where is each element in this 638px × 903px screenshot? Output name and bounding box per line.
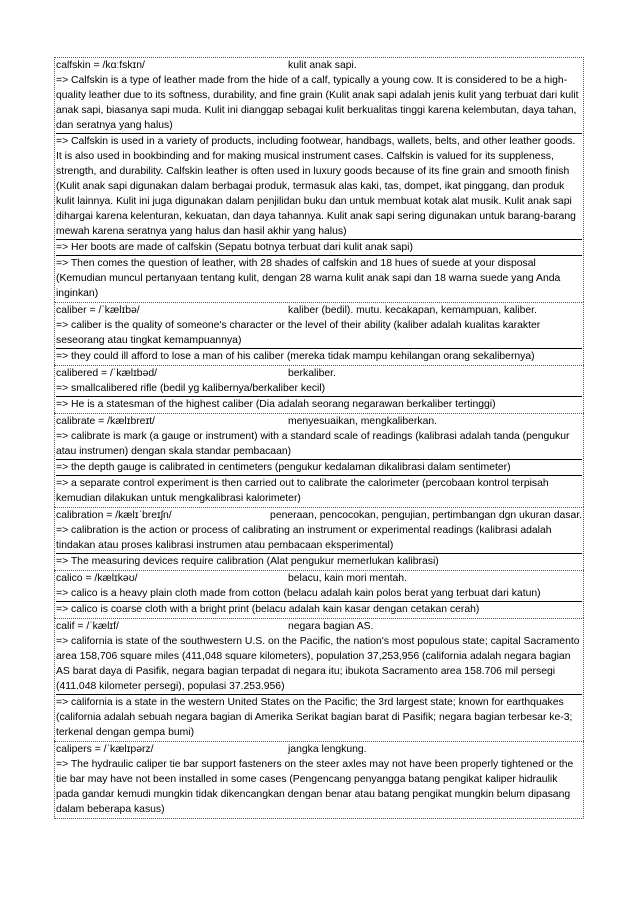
- entry-term: caliber = /ˈkælɪbə/: [56, 305, 140, 316]
- example-sentence: => Her boots are made of calfskin (Sepatu botnya terbuat dari kulit anak sapi): [56, 240, 582, 256]
- entry-meaning: menyesuaikan, mengkaliberkan.: [288, 416, 438, 427]
- entry-meaning: belacu, kain mori mentah.: [288, 573, 407, 584]
- entry-header: [56, 414, 582, 429]
- dictionary-document: [54, 57, 584, 819]
- example-sentence: => california is a state in the western United States on the Pacific; the 3rd largest state; known for earthquakes (california adalah sebuah negara bagian di Amerika Serikat bagian barat di Pasifik; negara bagian terbesar ke-3; terkenal dengan gempa bumi): [56, 697, 573, 738]
- entry-term: calibered = /ˈkælɪbəd/: [56, 368, 158, 379]
- example-sentence: => calico is a heavy plain cloth made from cotton (belacu adalah kain polos berat yang terbuat dari katun): [56, 586, 582, 602]
- dictionary-entry: [54, 302, 584, 365]
- entry-meaning: jangka lengkung.: [288, 744, 367, 755]
- entry-meaning: negara bagian AS.: [288, 621, 374, 632]
- entry-meaning: berkaliber.: [288, 368, 336, 379]
- dictionary-entry: [54, 57, 584, 302]
- entry-meaning: kulit anak sapi.: [288, 60, 357, 71]
- dictionary-entry: [54, 413, 584, 507]
- example-sentence: => The hydraulic caliper tie bar support fasteners on the steer axles may not have been properly tightened or the tie bar may have not been installed in some cases (Pengencang penyangga batang pengikat kaliper hidraulik pada gandar kemudi mungkin tidak dikencangkan dengan benar atau batang pengikat mungkin belum dipasang dalam beberapa kasus): [56, 759, 574, 815]
- entry-header: [56, 742, 582, 757]
- entry-header: [56, 619, 582, 634]
- dictionary-entry: [54, 507, 584, 570]
- example-sentence: => smallcalibered rifle (bedil yg kalibernya/berkaliber kecil): [56, 381, 582, 397]
- example-sentence: => Calfskin is a type of leather made from the hide of a calf, typically a young cow. It is considered to be a high-quality leather due to its softness, durability, and fine grain (Kulit anak sapi adalah jenis kulit yang terbuat dari kulit anak sapi, biasanya sapi muda. Kulit ini dianggap sebagai kulit berkualitas tinggi karena kelembutan, daya tahan, dan seratnya yang halus): [56, 73, 582, 134]
- example-sentence: => He is a statesman of the highest caliber (Dia adalah seorang negarawan berkaliber tertinggi): [56, 399, 496, 410]
- entry-term: calipers = /ˈkælɪpərz/: [56, 744, 154, 755]
- entry-term: calibration = /kælɪˈbreɪʃn/: [56, 510, 172, 521]
- entry-header: [56, 303, 582, 318]
- entry-meaning: kaliber (bedil). mutu. kecakapan, kemampuan, kaliber.: [288, 305, 537, 316]
- example-sentence: => calico is coarse cloth with a bright print (belacu adalah kain kasar dengan cetakan cerah): [56, 604, 480, 615]
- example-sentence: => caliber is the quality of someone's character or the level of their ability (kaliber adalah kualitas karakter seseorang atau tingkat kemampuannya): [56, 318, 582, 349]
- entry-header: [56, 366, 582, 381]
- entry-term: calico = /kælɪkəʊ/: [56, 573, 138, 584]
- example-sentence: => they could ill afford to lose a man of his caliber (mereka tidak mampu kehilangan orang sekalibernya): [56, 351, 535, 362]
- example-sentence: => calibrate is mark (a gauge or instrument) with a standard scale of readings (kalibrasi adalah tanda (pengukur atau instrumen) dengan skala standar pembacaan): [56, 429, 582, 460]
- example-sentence: => california is state of the southwestern U.S. on the Pacific, the nation's most populous state; capital Sacramento area 158,706 square miles (411,048 square kilometers), population 37,253,956 (california adalah negara bagian AS barat daya di Pasifik, negara bagian terpadat di negara itu; ibukota Sacramento area 158.706 mil persegi (411.048 kilometer persegi), populasi 37.253.956): [56, 634, 582, 695]
- entry-term: calfskin = /kɑːfskɪn/: [56, 60, 145, 71]
- example-sentence: => the depth gauge is calibrated in centimeters (pengukur kedalaman dikalibrasi dalam sentimeter): [56, 460, 582, 476]
- dictionary-entry: [54, 365, 584, 413]
- example-sentence: => The measuring devices require calibration (Alat pengukur memerlukan kalibrasi): [56, 556, 439, 567]
- example-sentence: => calibration is the action or process of calibrating an instrument or experimental readings (kalibrasi adalah tindakan atau proses kalibrasi instrumen atau pembacaan eksperimental): [56, 523, 582, 554]
- entry-term: calibrate = /kælɪbreɪt/: [56, 416, 155, 427]
- example-sentence: => Calfskin is used in a variety of products, including footwear, handbags, wallets, belts, and other leather goods. It is also used in bookbinding and for making musical instrument cases. Calfskin is valued for its suppleness, strength, and durability. Calfskin leather is often used in luxury goods because of its fine grain and smooth finish (Kulit anak sapi digunakan dalam berbagai produk, termasuk alas kaki, tas, dompet, ikat pinggang, dan produk kulit lainnya. Kulit ini juga digunakan dalam penjilidan buku dan untuk membuat kotak alat musik. Kulit anak sapi dihargai karena kelenturan, kekuatan, dan daya tahannya. Kulit anak sapi sering digunakan untuk barang-barang mewah karena seratnya yang halus dan hasil akhir yang halus): [56, 134, 582, 240]
- example-sentence: => Then comes the question of leather, with 28 shades of calfskin and 18 hues of suede at your disposal (Kemudian muncul pertanyaan tentang kulit, dengan 28 warna kulit anak sapi dan 18 warna suede yang Anda inginkan): [56, 258, 561, 299]
- dictionary-entry: [54, 741, 584, 819]
- entry-header: [56, 508, 582, 523]
- entry-header: [56, 571, 582, 586]
- entry-meaning: peneraan, pencocokan, pengujian, pertimbangan dgn ukuran dasar.: [270, 510, 582, 521]
- entry-term: calif = /ˈkælɪf/: [56, 621, 119, 632]
- dictionary-entry: [54, 570, 584, 618]
- dictionary-entry: [54, 618, 584, 741]
- entry-header: [56, 58, 582, 73]
- example-sentence: => a separate control experiment is then carried out to calibrate the calorimeter (percobaan kontrol terpisah kemudian dilakukan untuk mengkalibrasi kalorimeter): [56, 478, 549, 504]
